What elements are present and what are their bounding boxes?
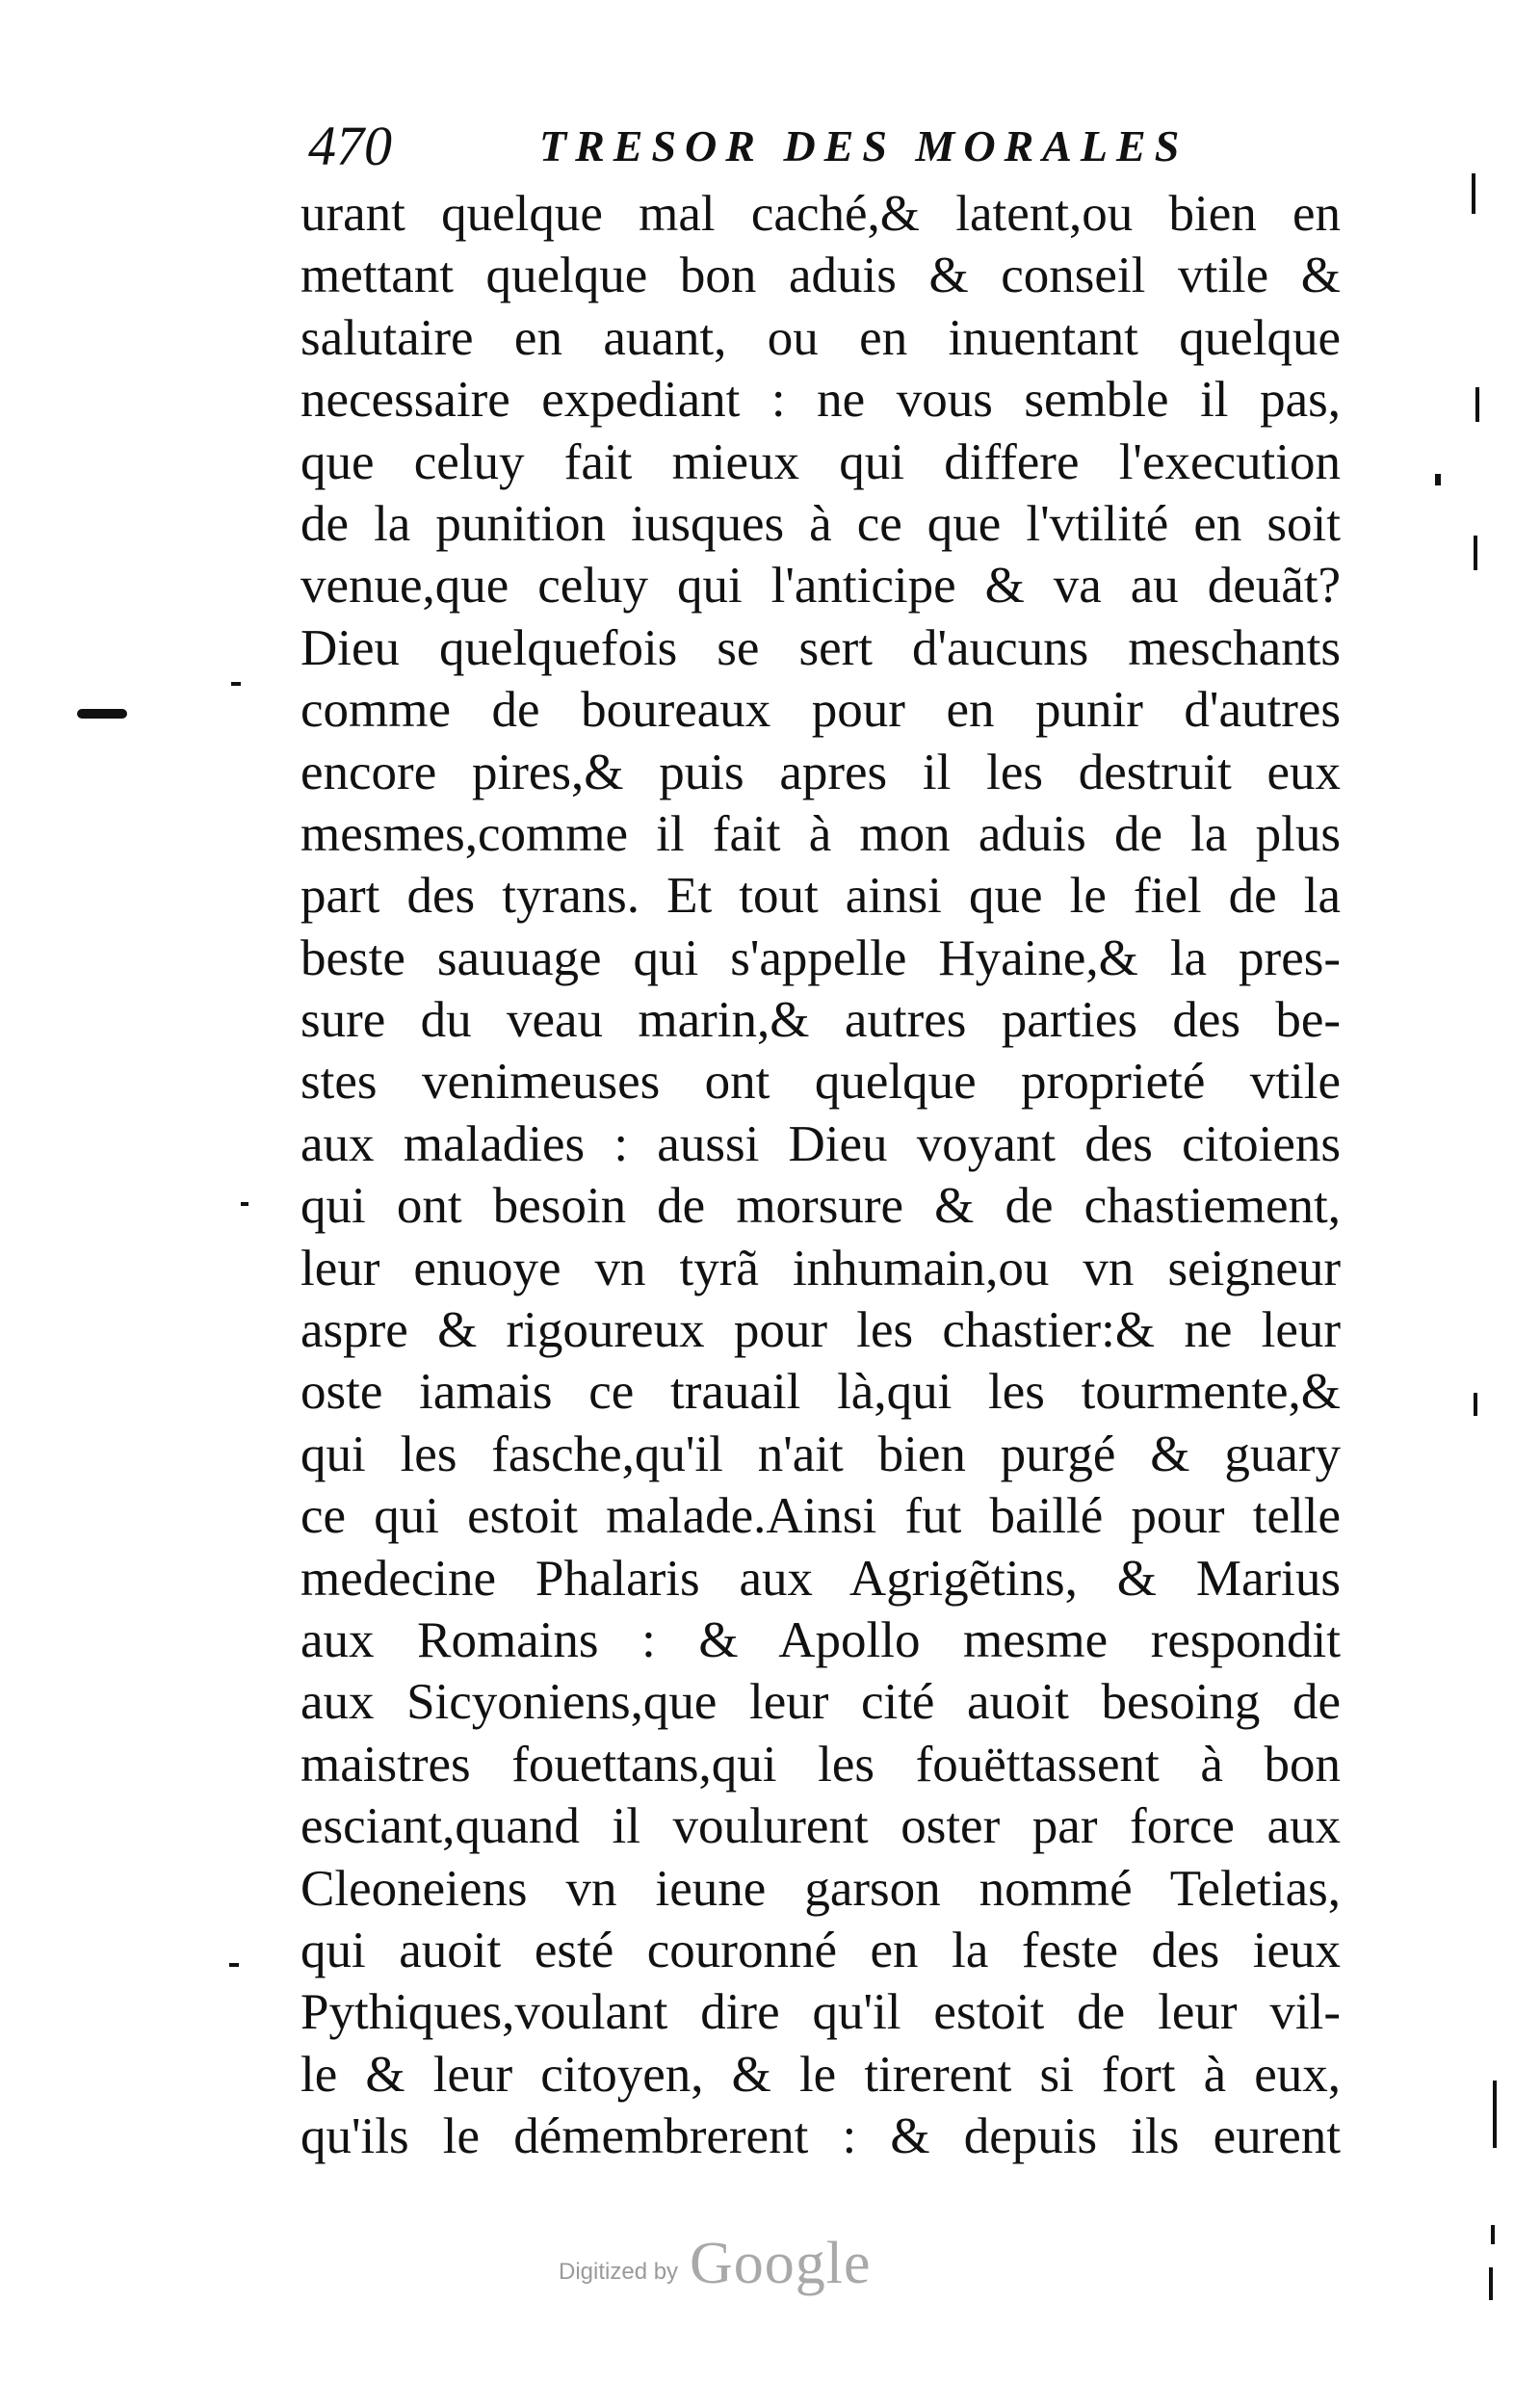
text-line: aux Sicyoniens,que leur cité auoit besoing de xyxy=(300,1674,1341,1731)
ink-mark xyxy=(1474,1393,1477,1416)
text-line: ce qui estoit malade.Ainsi fut baillé pour telle xyxy=(300,1488,1341,1545)
text-line: venue,que celuy qui l'anticipe & va au deuãt? xyxy=(300,558,1341,615)
ink-mark xyxy=(231,682,241,686)
text-line: mettant quelque bon aduis & conseil vtile & xyxy=(300,248,1341,304)
text-line: encore pires,& puis apres il les destruit eux xyxy=(300,744,1341,800)
page-number: 470 xyxy=(308,115,392,177)
text-line: esciant,quand il voulurent oster par force aux xyxy=(300,1798,1341,1855)
running-title: TRESOR DES MORALES xyxy=(539,121,1188,170)
ink-mark xyxy=(229,1963,239,1967)
text-line: comme de boureaux pour en punir d'autres xyxy=(300,682,1341,739)
text-line: mesmes,comme il fait à mon aduis de la plus xyxy=(300,805,1341,862)
text-line: le & leur citoyen, & le tirerent si fort à eux, xyxy=(300,2046,1341,2103)
text-line: qu'ils le démembrerent : & depuis ils eurent xyxy=(300,2108,1341,2165)
ink-mark xyxy=(1489,2267,1493,2300)
text-line: Cleoneiens vn ieune garson nommé Teletias, xyxy=(300,1860,1341,1917)
text-line: aspre & rigoureux pour les chastier:& ne leur xyxy=(300,1302,1341,1359)
text-line: necessaire expediant : ne vous semble il pas, xyxy=(300,372,1341,429)
google-logo: Google xyxy=(690,2231,872,2296)
text-line: part des tyrans. Et tout ainsi que le fiel de la xyxy=(300,868,1341,925)
text-line: aux Romains : & Apollo mesme respondit xyxy=(300,1611,1341,1668)
ink-mark xyxy=(1472,173,1475,214)
text-line: medecine Phalaris aux Agrigẽtins, & Marius xyxy=(300,1550,1341,1607)
text-line: stes venimeuses ont quelque proprieté vtile xyxy=(300,1054,1341,1111)
ink-mark xyxy=(241,1202,248,1206)
ink-mark xyxy=(1435,474,1441,485)
ink-mark xyxy=(1493,2081,1497,2148)
text-line: que celuy fait mieux qui differe l'execution xyxy=(300,433,1341,490)
text-line: sure du veau marin,& autres parties des be- xyxy=(300,992,1341,1049)
text-line: aux maladies : aussi Dieu voyant des citoiens xyxy=(300,1115,1341,1172)
text-line: qui les fasche,qu'il n'ait bien purgé & guary xyxy=(300,1426,1341,1482)
text-line: leur enuoye vn tyrã inhumain,ou vn seigneur xyxy=(300,1240,1341,1296)
text-line: salutaire en auant, ou en inuentant quelque xyxy=(300,309,1341,366)
text-line: beste sauuage qui s'appelle Hyaine,& la pres- xyxy=(300,929,1341,986)
ink-mark xyxy=(1491,2225,1495,2244)
text-line: de la punition iusques à ce que l'vtilité en soit xyxy=(300,495,1341,552)
text-line: Dieu quelquefois se sert d'aucuns meschants xyxy=(300,619,1341,676)
text-line: maistres fouettans,qui les fouëttassent à bon xyxy=(300,1736,1341,1793)
text-line: oste iamais ce trauail là,qui les tourmente,& xyxy=(300,1364,1341,1421)
ink-mark xyxy=(1475,387,1479,422)
ink-mark xyxy=(77,709,127,719)
ink-mark xyxy=(1474,536,1477,570)
digitized-by-label: Digitized by xyxy=(559,2259,679,2285)
body-text xyxy=(300,183,1341,2168)
text-line: Pythiques,voulant dire qu'il estoit de leur vil- xyxy=(300,1984,1341,2041)
digitization-watermark xyxy=(559,2230,963,2307)
text-line: urant quelque mal caché,& latent,ou bien en xyxy=(300,186,1341,242)
text-line: qui ont besoin de morsure & de chastiement, xyxy=(300,1178,1341,1235)
running-head xyxy=(308,108,1271,185)
text-line: qui auoit esté couronné en la feste des ieux xyxy=(300,1922,1341,1978)
